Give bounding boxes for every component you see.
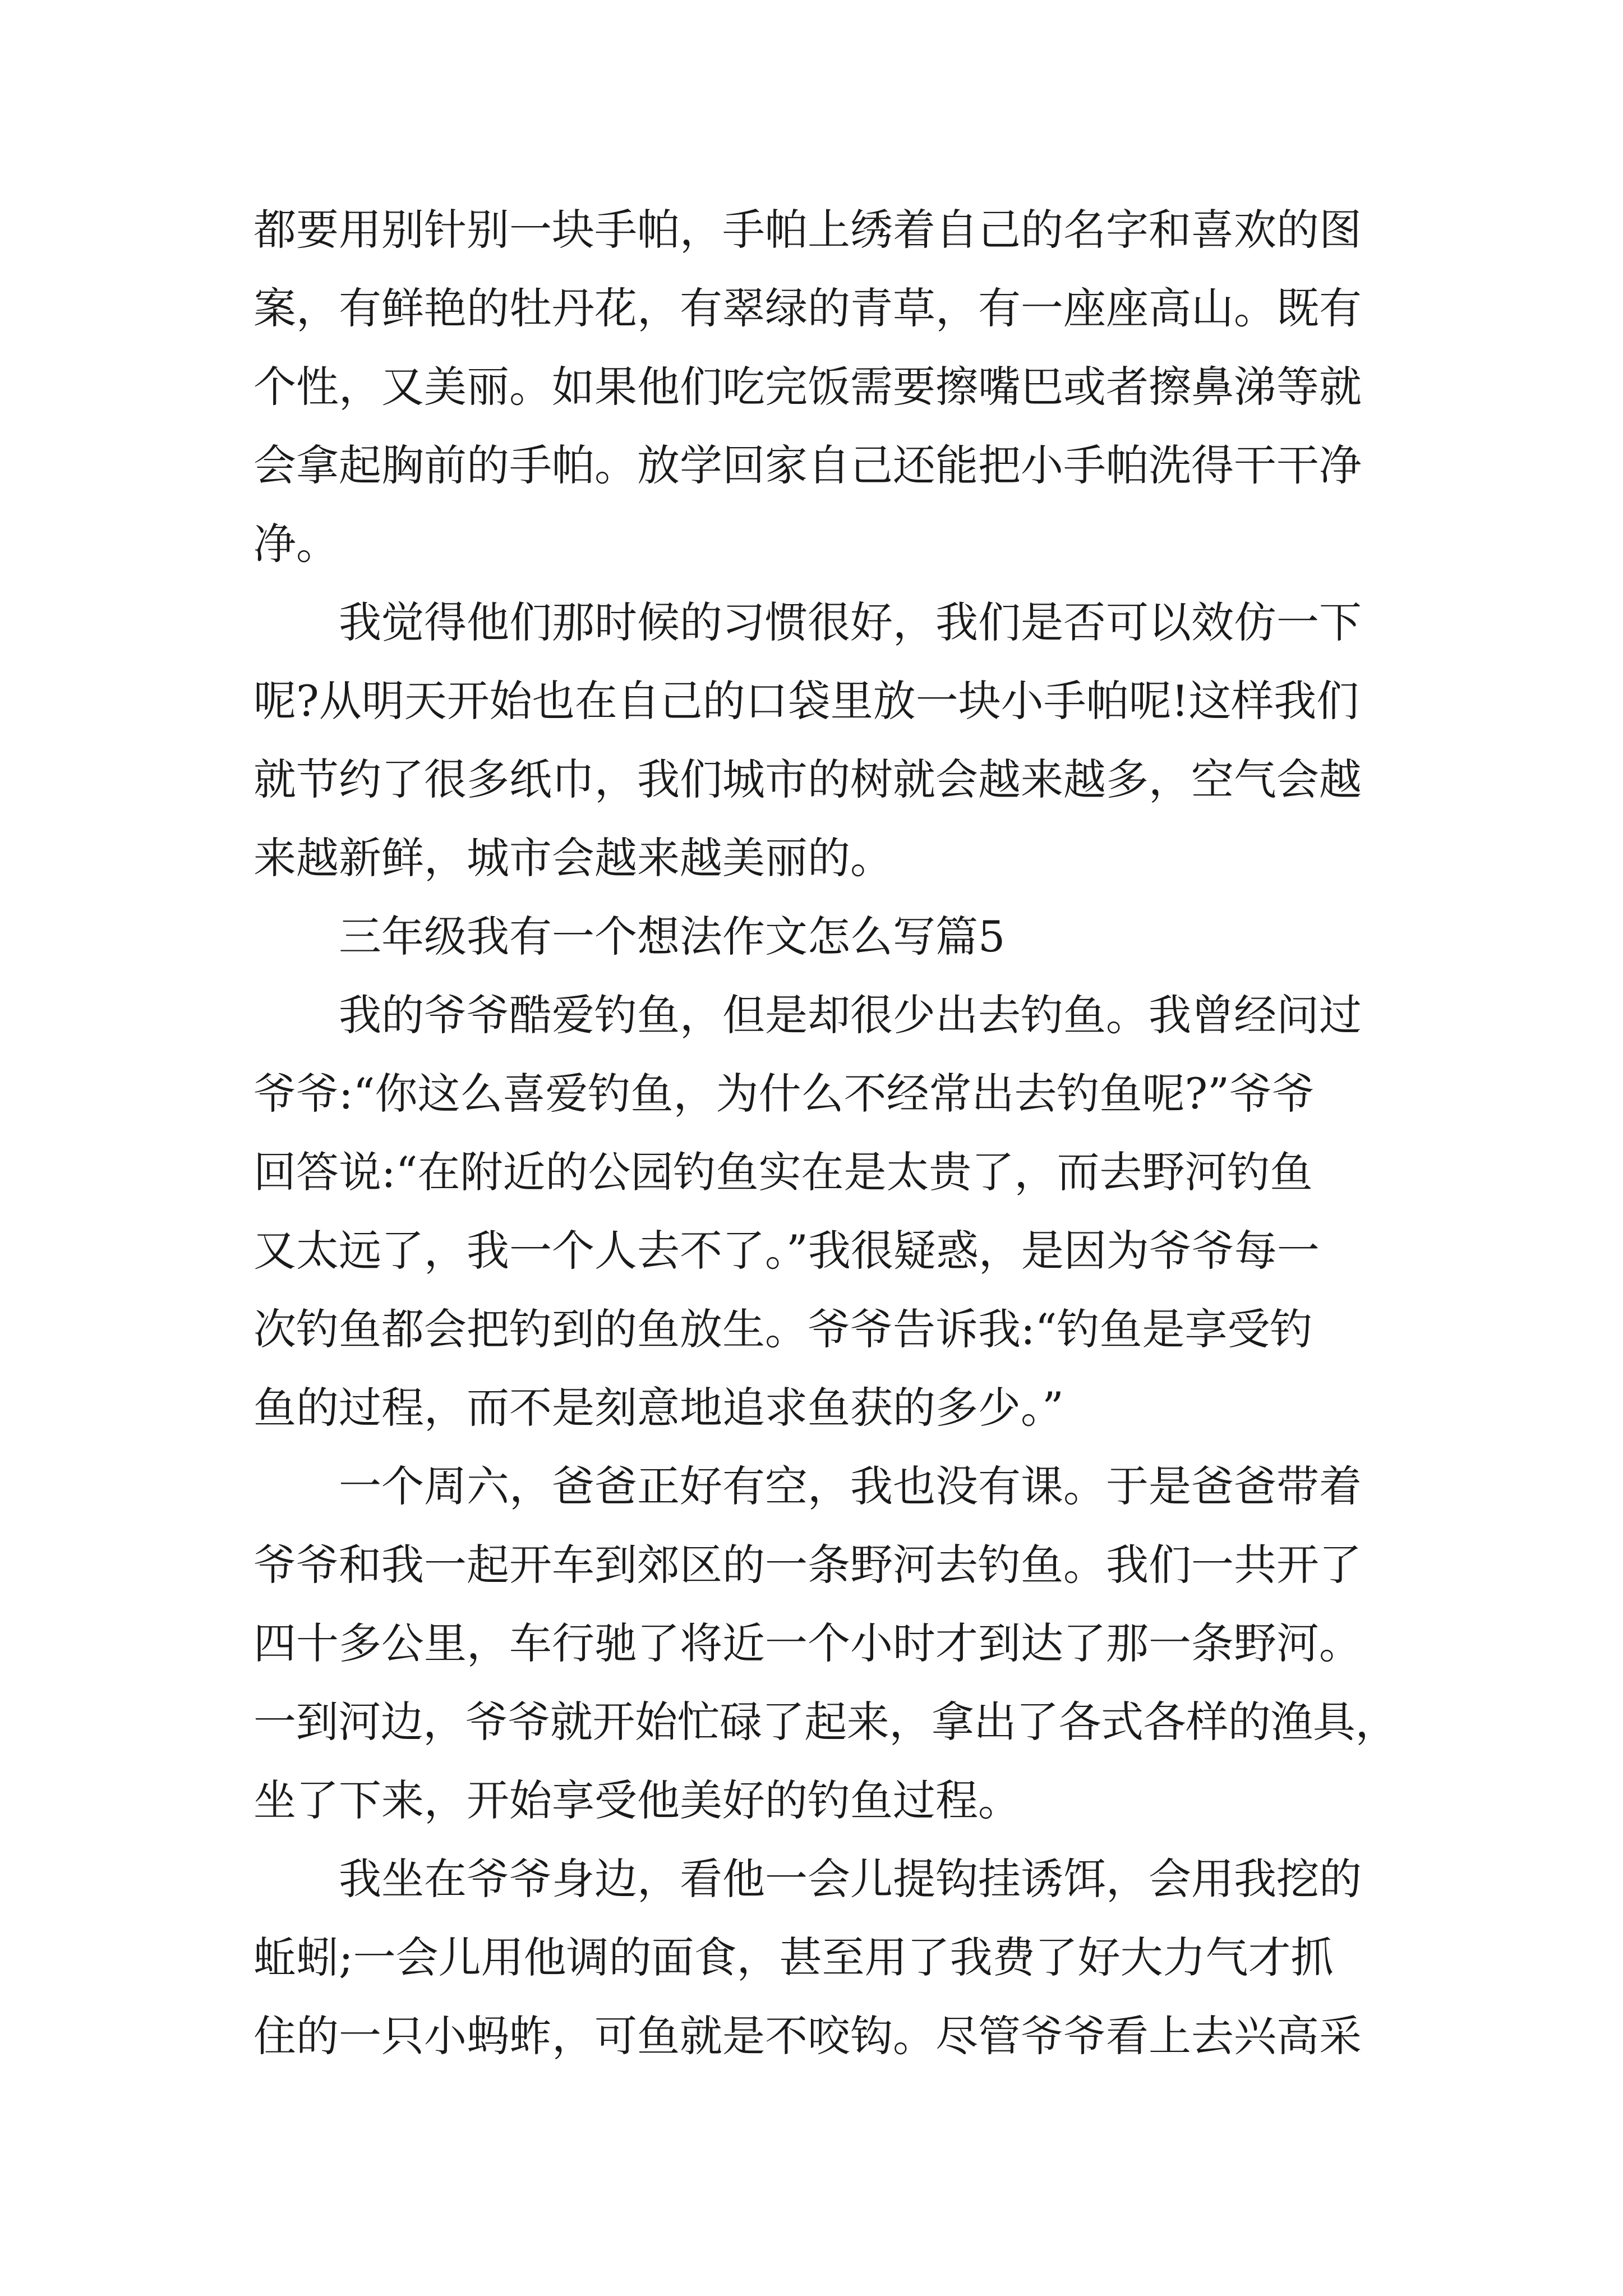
text-line: 回答说:“在附近的公园钓鱼实在是太贵了，而去野河钓鱼 [253, 1147, 1313, 1197]
text-line: 住的一只小蚂蚱，可鱼就是不咬钩。尽管爷爷看上去兴高采 [253, 2011, 1362, 2061]
text-line: 个性，又美丽。如果他们吃完饭需要擦嘴巴或者擦鼻涕等就 [253, 362, 1362, 412]
text-line: 鱼的过程，而不是刻意地追求鱼获的多少。” [253, 1383, 1064, 1433]
text-line: 三年级我有一个想法作文怎么写篇5 [339, 912, 1006, 961]
text-line: 一个周六，爸爸正好有空，我也没有课。于是爸爸带着 [339, 1461, 1362, 1511]
text-line: 来越新鲜，城市会越来越美丽的。 [253, 833, 893, 883]
text-line: 净。 [253, 519, 339, 569]
text-line: 案，有鲜艳的牡丹花，有翠绿的青草，有一座座高山。既有 [253, 283, 1362, 333]
text-line: 四十多公里，车行驰了将近一个小时才到达了那一条野河。 [253, 1618, 1362, 1668]
text-line: 会拿起胸前的手帕。放学回家自己还能把小手帕洗得干干净 [253, 440, 1362, 490]
body-text [253, 191, 1398, 2076]
text-line: 我的爷爷酷爱钓鱼，但是却很少出去钓鱼。我曾经问过 [339, 990, 1362, 1040]
text-line: 我觉得他们那时候的习惯很好，我们是否可以效仿一下 [339, 597, 1362, 647]
text-line: 爷爷和我一起开车到郊区的一条野河去钓鱼。我们一共开了 [253, 1540, 1362, 1590]
text-line: 爷爷:“你这么喜爱钓鱼，为什么不经常出去钓鱼呢?”爷爷 [253, 1069, 1315, 1119]
text-line: 又太远了，我一个人去不了。”我很疑惑，是因为爷爷每一 [253, 1226, 1320, 1276]
text-line: 呢?从明天开始也在自己的口袋里放一块小手帕呢!这样我们 [253, 676, 1359, 726]
text-line: 都要用别针别一块手帕，手帕上绣着自己的名字和喜欢的图 [253, 205, 1362, 255]
text-line: 蚯蚓;一会儿用他调的面食，甚至用了我费了好大力气才抓 [253, 1932, 1334, 1982]
text-line: 次钓鱼都会把钓到的鱼放生。爷爷告诉我:“钓鱼是享受钓 [253, 1304, 1313, 1354]
text-line: 坐了下来，开始享受他美好的钓鱼过程。 [253, 1775, 1021, 1825]
text-line: 就节约了很多纸巾，我们城市的树就会越来越多，空气会越 [253, 754, 1362, 804]
text-line: 我坐在爷爷身边，看他一会儿提钩挂诱饵，会用我挖的 [339, 1854, 1362, 1904]
text-line: 一到河边，爷爷就开始忙碌了起来，拿出了各式各样的渔具， [253, 1697, 1398, 1747]
